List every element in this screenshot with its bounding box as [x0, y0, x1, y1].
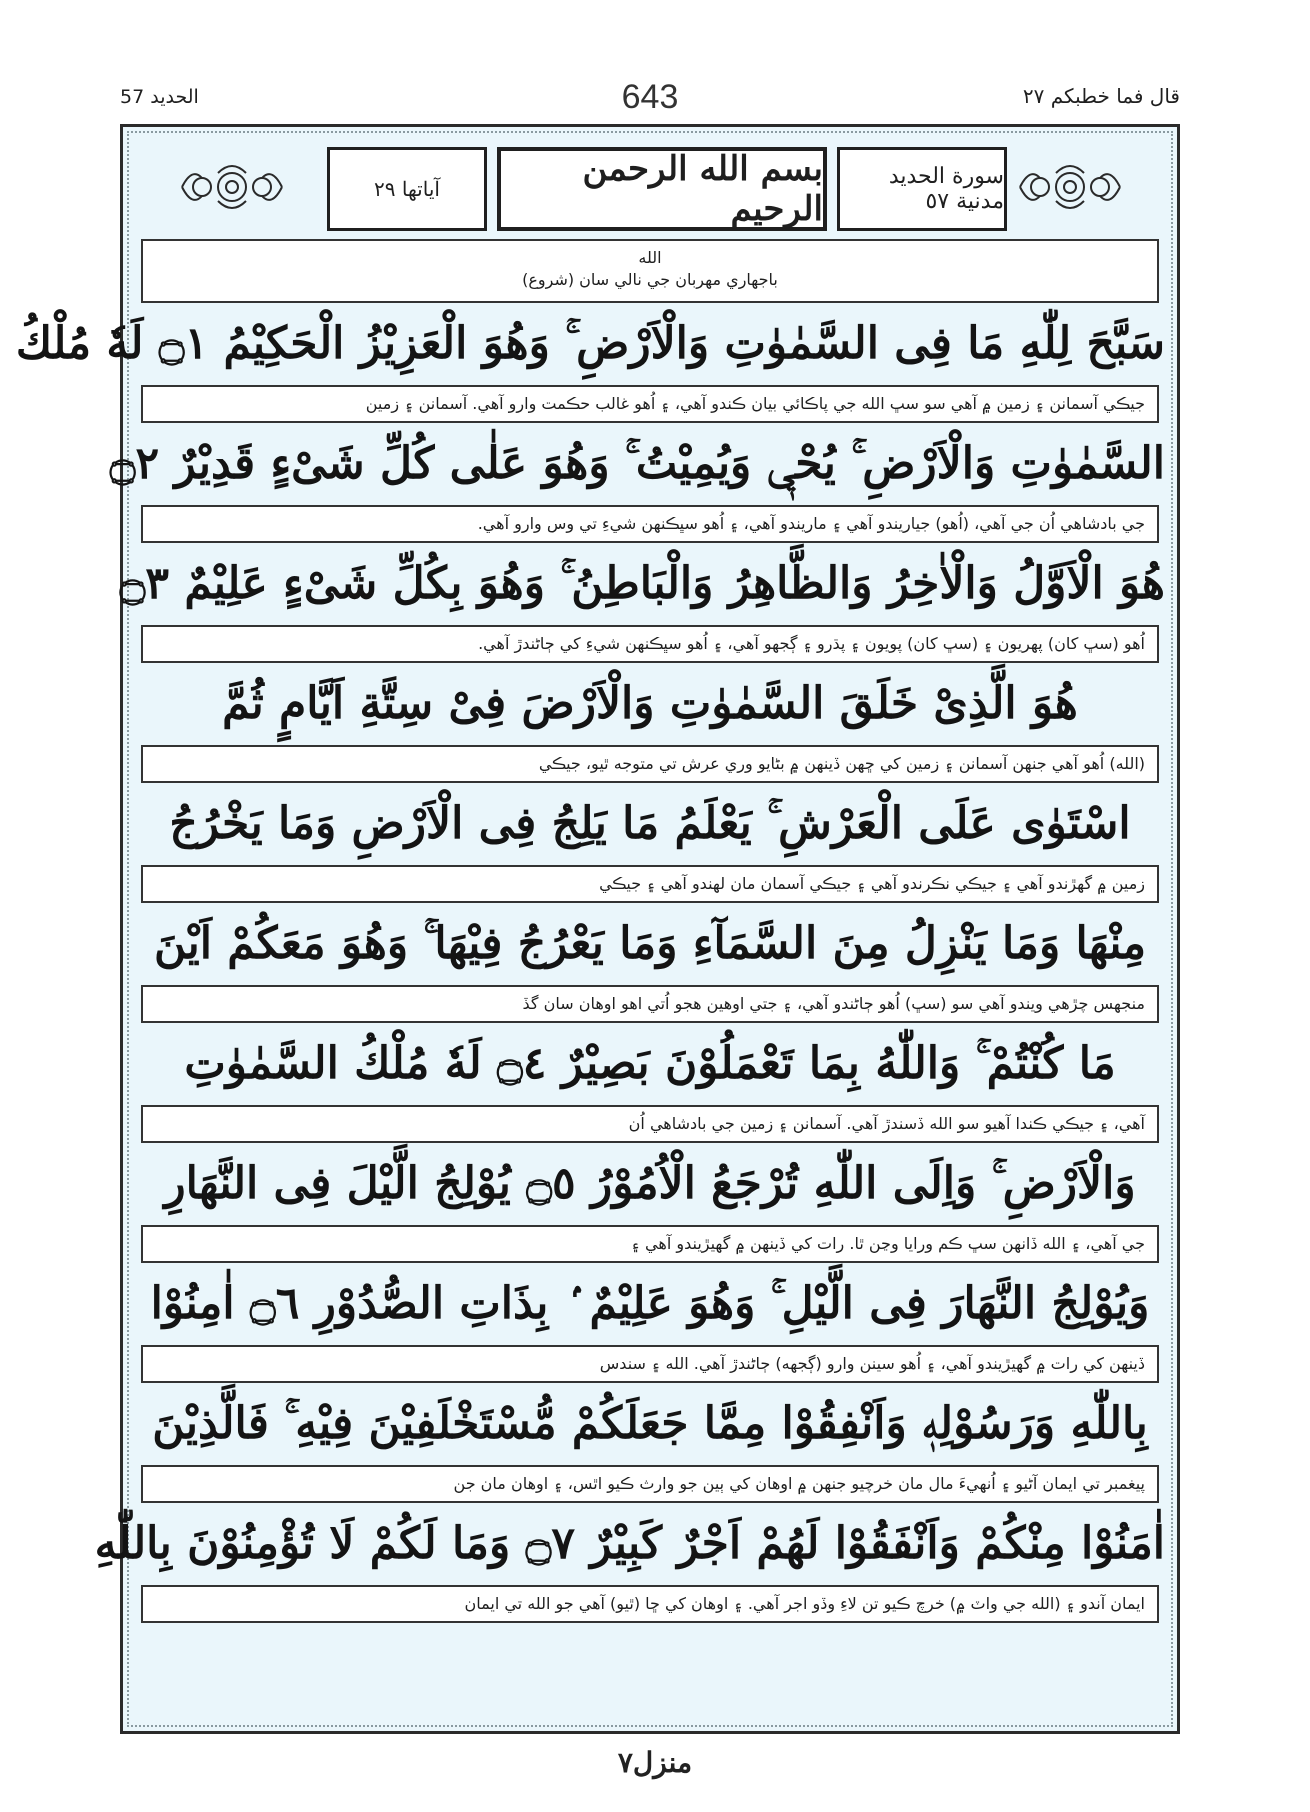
arabic-verse-line: مَا كُنْتُمْ ۚ وَاللّٰهُ بِمَا تَعْمَلُوْنَ بَصِيْرٌ ۝٤ لَهٗ مُلْكُ السَّمٰوٰتِ [184, 1038, 1116, 1089]
translation-line: (الله) اُهو آهي جنهن آسمانن ۽ زمين کي ڇهن ڏينهن ۾ بڻايو وري عرش تي متوجه ٿيو، جيڪي [141, 745, 1159, 783]
floral-ornament-icon [1015, 157, 1125, 217]
bismillah-cartouche [497, 147, 827, 231]
page-frame [15, 124, 1180, 1734]
translation-line: پيغمبر تي ايمان آڻيو ۽ اُنهيءَ مال مان خرچيو جنهن ۾ اوهان کي ٻين جو وارث ڪيو اٿس، ۽ اوهان مان جن [141, 1465, 1159, 1503]
arabic-verse-line: بِاللّٰهِ وَرَسُوْلِهٖ وَاَنْفِقُوْا مِمَّا جَعَلَكُمْ مُّسْتَخْلَفِيْنَ فِيْهِ ۚ فَالَّذِيْنَ [152, 1398, 1148, 1449]
arabic-verse-line: السَّمٰوٰتِ وَالْاَرْضِ ۚ يُحْيٖ وَيُمِيْتُ ۚ وَهُوَ عَلٰى كُلِّ شَىْءٍ قَدِيْرٌ ۝٢ [109, 438, 1165, 489]
arabic-verse-line: وَيُوْلِجُ النَّهَارَ فِى الَّيْلِ ۚ وَهُوَ عَلِيْمٌ ۢ بِذَاتِ الصُّدُوْرِ ۝٦ اٰمِنُوْا [150, 1278, 1150, 1329]
translation-intro-line: باجهاري مهربان جي نالي سان (شروع) [522, 270, 778, 289]
arabic-verse-line: هُوَ الْاَوَّلُ وَالْاٰخِرُ وَالظَّاهِرُ وَالْبَاطِنُ ۚ وَهُوَ بِكُلِّ شَىْءٍ عَلِيْمٌ ۝٣ [119, 558, 1165, 609]
page-number: 643 [621, 78, 679, 116]
manzil-marker: منزل٧ [617, 1746, 693, 1779]
arabic-verse-line: اٰمَنُوْا مِنْكُمْ وَاَنْفَقُوْا لَهُمْ اَجْرٌ كَبِيْرٌ ۝٧ وَمَا لَكُمْ لَا تُؤْمِنُوْنَ بِاللّٰهِ [94, 1518, 1165, 1569]
translation-intro-line: الله [638, 248, 662, 267]
translation-line: زمين ۾ گهڙندو آهي ۽ جيڪي نڪرندو آهي ۽ جيڪي آسمان مان لهندو آهي ۽ جيڪي [141, 865, 1159, 903]
arabic-verse-line: هُوَ الَّذِىْ خَلَقَ السَّمٰوٰتِ وَالْاَرْضَ فِىْ سِتَّةِ اَيَّامٍ ثُمَّ [222, 678, 1078, 729]
translation-intro [141, 239, 1159, 303]
translation-line: منجهس چڙهي ويندو آهي سو (سڀ) اُهو ڄاڻندو آهي، ۽ جتي اوهين هجو اُتي اهو اوهان سان گڏ [141, 985, 1159, 1023]
verse-lines [15, 239, 1165, 1623]
translation-line: جيڪي آسمانن ۽ زمين ۾ آهي سو سڀ الله جي پاڪائي بيان ڪندو آهي، ۽ اُهو غالب حڪمت وارو آهي. آسمانن ۽ زمين [141, 385, 1159, 423]
surah-title-label: سورة الحديد مدنية ٥٧ [888, 164, 1004, 214]
bismillah-text: بسم الله الرحمن الرحيم [582, 149, 823, 229]
page-header [120, 78, 1180, 126]
surah-title-cartouche [837, 147, 1007, 231]
arabic-verse-line: سَبَّحَ لِلّٰهِ مَا فِى السَّمٰوٰتِ وَالْاَرْضِ ۚ وَهُوَ الْعَزِيْزُ الْحَكِيْمُ ۝١ لَهٗ مُلْكُ [15, 318, 1165, 369]
translation-line: آهي، ۽ جيڪي ڪندا آهيو سو الله ڏسندڙ آهي. آسمانن ۽ زمين جي بادشاهي اُن [141, 1105, 1159, 1143]
arabic-verse-line: وَالْاَرْضِ ۚ وَاِلَى اللّٰهِ تُرْجَعُ الْاُمُوْرُ ۝٥ يُوْلِجُ الَّيْلَ فِى النَّهَارِ [164, 1158, 1136, 1209]
translation-line: اُهو (سڀ کان) پهريون ۽ (سڀ کان) پويون ۽ پڌرو ۽ ڳجهو آهي، ۽ اُهو سڀڪنهن شيءِ کي ڄاڻندڙ آهي. [141, 625, 1159, 663]
arabic-verse-line: مِنْهَا وَمَا يَنْزِلُ مِنَ السَّمَآءِ وَمَا يَعْرُجُ فِيْهَا ۚ وَهُوَ مَعَكُمْ اَيْنَ [153, 918, 1147, 969]
arabic-verse-line: اسْتَوٰى عَلَى الْعَرْشِ ۚ يَعْلَمُ مَا يَلِجُ فِى الْاَرْضِ وَمَا يَخْرُجُ [169, 798, 1131, 849]
surah-header [157, 143, 1145, 235]
translation-line: جي آهي، ۽ الله ڏانهن سڀ ڪم ورايا وڃن ٿا. رات کي ڏينهن ۾ گهيڙيندو آهي ۽ [141, 1225, 1159, 1263]
surah-name-label: الحديد 57 [120, 86, 199, 108]
translation-line: ايمان آندو ۽ (الله جي واٽ ۾) خرچ ڪيو تن لاءِ وڏو اجر آهي. ۽ اوهان کي ڇا (ٿيو) آهي جو الله تي ايمان [141, 1585, 1159, 1623]
ayat-count-cartouche [327, 147, 487, 231]
floral-ornament-icon [177, 157, 287, 217]
translation-line: ڏينهن کي رات ۾ گهيڙيندو آهي، ۽ اُهو سينن وارو (ڳجهه) ڄاڻندڙ آهي. الله ۽ سندس [141, 1345, 1159, 1383]
ayat-count-label: آياتها ٢٩ [374, 177, 440, 201]
translation-line: جي بادشاهي اُن جي آهي، (اُهو) جياريندو آهي ۽ ماريندو آهي، ۽ اُهو سڀڪنهن شيءِ تي وس وارو آهي. [141, 505, 1159, 543]
juz-name-label: قال فما خطبكم ٢٧ [1022, 84, 1180, 108]
